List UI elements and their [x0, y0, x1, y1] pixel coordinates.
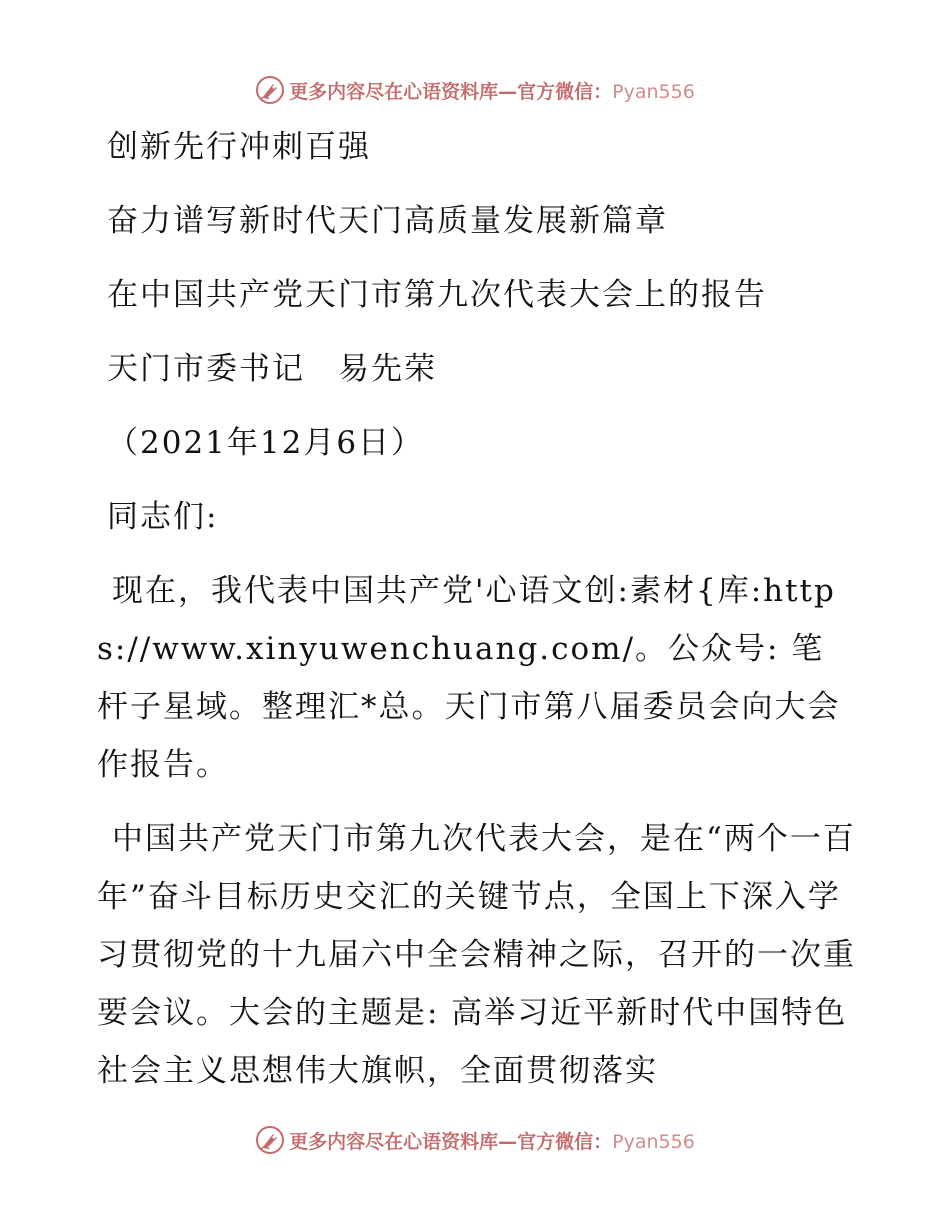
footer-watermark-banner [0, 1120, 950, 1160]
document-paragraph-2: 中国共产党天门市第九次代表大会，是在“两个一百年”奋斗目标历史交汇的关键节点，全国上下深入学习贯彻党的十九届六中全会精神之际，召开的一次重要会议。大会的主题是: 高举习近平新时代中国特色社会主义思想伟大旗帜，全面贯彻落实 [97, 821, 856, 1089]
document-salutation: 同志们: [107, 499, 219, 535]
document-title-line-2: 奋力谱写新时代天门高质量发展新篇章 [107, 203, 668, 239]
pen-nib-logo-icon [255, 75, 285, 105]
pen-nib-logo-icon [255, 1125, 285, 1155]
document-author: 天门市委书记 易先荣 [107, 351, 437, 387]
watermark-label: 更多内容尽在心语资料库—官方微信： [289, 1130, 613, 1153]
document-title-line-1: 创新先行冲刺百强 [107, 129, 371, 165]
document-title-line-3: 在中国共产党天门市第九次代表大会上的报告 [107, 277, 767, 313]
footer-watermark-text [289, 1127, 695, 1154]
document-paragraph-1: 现在，我代表中国共产党'心语文创:素材{库:https://www.xinyuwenchuang.com/。公众号: 笔杆子星域。整理汇*总。天门市第八届委员会向大会作报告。 [97, 573, 841, 783]
document-date: （2021年12月6日） [107, 425, 425, 461]
watermark-wechat-id: Pyan556 [612, 80, 695, 103]
watermark-wechat-id: Pyan556 [612, 1130, 695, 1153]
header-watermark-banner [0, 70, 950, 110]
document-body [97, 118, 857, 1116]
watermark-label: 更多内容尽在心语资料库—官方微信： [289, 80, 613, 103]
header-watermark-text [289, 77, 695, 104]
